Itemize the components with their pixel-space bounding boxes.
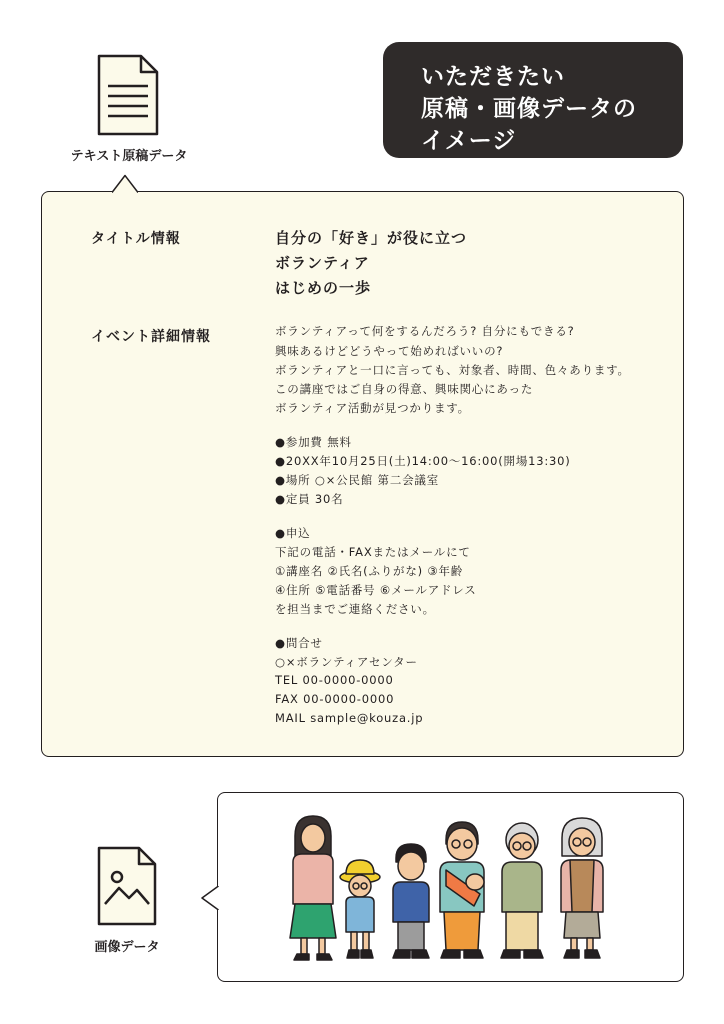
contact-line: ●問合せ [275, 636, 323, 650]
speech-bubble-notch [201, 886, 219, 910]
grandmother-figure [561, 818, 603, 958]
boy-figure [393, 844, 429, 958]
title-line-1: 自分の「好き」が役に立つ [275, 229, 468, 247]
contact-mail: MAIL sample@kouza.jp [275, 711, 424, 725]
child-figure [340, 860, 380, 958]
intro-line: この講座ではご自身の得意、興味関心にあった [275, 382, 534, 396]
detail-capacity: ●定員 30名 [275, 492, 344, 506]
text-data-caption: テキスト原稿データ [70, 149, 188, 164]
title-info-label: タイトル情報 [91, 231, 181, 247]
header-line-2: 原稿・画像データの [421, 96, 637, 122]
contact-line: ○×ボランティアセンター [275, 655, 418, 669]
detail-fee: ●参加費 無料 [275, 435, 352, 449]
apply-line: ●申込 [275, 526, 311, 540]
apply-line: ①講座名 ②氏名(ふりがな) ③年齢 [275, 564, 464, 578]
detail-date: ●20XX年10月25日(土)14:00〜16:00(開場13:30) [275, 454, 571, 468]
apply-line: ④住所 ⑤電話番号 ⑥メールアドレス [275, 583, 477, 597]
intro-line: ボランティアと一口に言っても、対象者、時間、色々あります。 [275, 363, 630, 377]
apply-line: 下記の電話・FAXまたはメールにて [275, 545, 471, 559]
title-line-3: はじめの一歩 [275, 279, 372, 297]
apply-line: を担当までご連絡ください。 [275, 602, 435, 616]
intro-line: ボランティアって何をするんだろう? 自分にもできる? [275, 324, 575, 338]
header-badge [383, 42, 683, 158]
woman-figure [290, 816, 336, 960]
event-info-label: イベント詳細情報 [91, 329, 211, 345]
title-line-2: ボランティア [275, 254, 370, 272]
intro-line: 興味あるけどどうやって始めればいいの? [275, 344, 504, 358]
image-file-icon [97, 846, 157, 926]
header-line-3: イメージ [421, 128, 517, 154]
header-line-1: いただきたい [421, 64, 565, 90]
detail-place: ●場所 ○×公民館 第二会議室 [275, 473, 440, 487]
contact-tel: TEL 00-0000-0000 [275, 673, 394, 687]
speech-bubble-notch [112, 174, 138, 193]
contact-fax: FAX 00-0000-0000 [275, 692, 395, 706]
image-data-caption: 画像データ [94, 940, 160, 955]
family-illustration [280, 812, 620, 972]
father-figure [440, 822, 484, 958]
document-icon [97, 54, 159, 136]
intro-line: ボランティア活動が見つかります。 [275, 401, 470, 415]
grandfather-figure [501, 823, 543, 958]
